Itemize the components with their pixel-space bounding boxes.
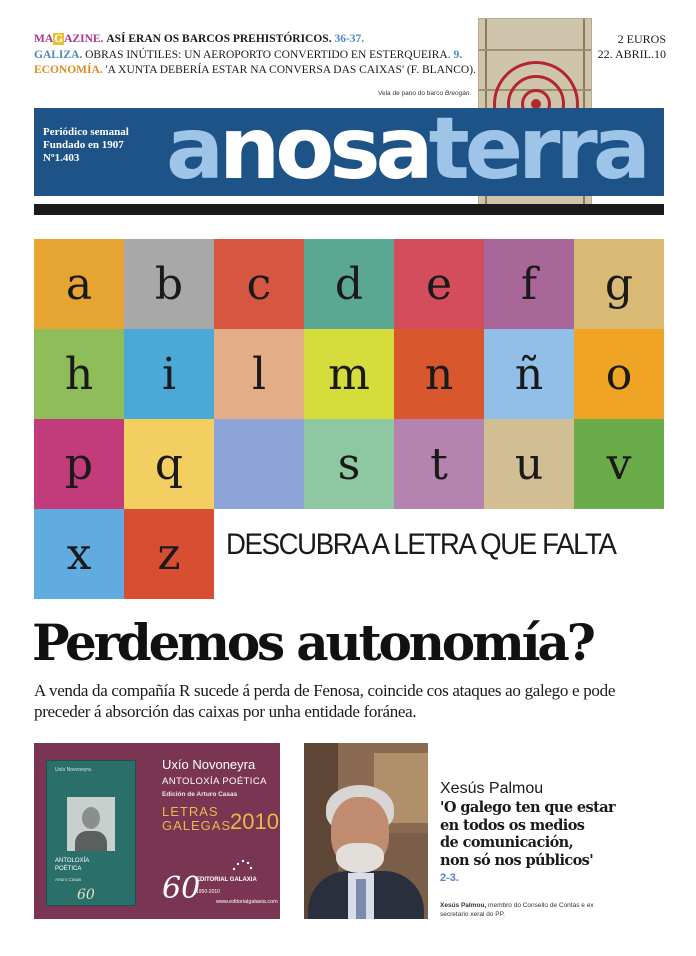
ad-year: 2010 [230,809,279,834]
letter-tile-x: x [34,509,124,599]
publisher-name: EDITORIAL GALAXIA [196,877,257,883]
author-portrait [67,797,115,851]
sail-caption: Vela de pano do barco Breogán. [378,90,472,97]
teaser-list [34,32,474,79]
ad-edition: Edición de Arturo Casas [162,791,238,798]
sail-seam [479,49,591,51]
profile-quote[interactable]: 'O galego ten que estar en todos os medios de comunicación, non só nos públicos' [440,799,616,869]
stars-icon [230,855,254,875]
issue-date: 22. ABRIL.10 [597,47,666,61]
teaser-section-highlight: G [54,33,64,45]
letter-tile-m: m [304,329,394,419]
letter-tile-missing [214,419,304,509]
letter-tile-h: h [34,329,124,419]
teaser-economia[interactable] [34,63,474,79]
teaser-pages: 9. [453,48,463,61]
teaser-magazine[interactable] [34,32,474,48]
letter-tile-v: v [574,419,664,509]
anniversary-logo: 60 [162,871,201,906]
letter-tile-s: s [304,419,394,509]
teaser-section: GALIZA. [34,48,83,61]
masthead-meta: Periódico semanal Fundado en 1907 Nº1.403 [43,126,129,164]
teaser-galiza[interactable] [34,48,474,64]
letter-tile-t: t [394,419,484,509]
masthead-logo[interactable]: anosaterra [166,108,646,196]
photo-caption: Xesús Palmou, membro do Consello de Contas e ex secretario xeral do PP. [440,902,594,918]
book-editor: Arturo Casas [55,877,82,882]
letter-tile-l: l [214,329,304,419]
price: 2 EUROS [617,32,666,46]
headline-lede: A venda da compañía R sucede á perda de Fenosa, coincide cos ataques ao galego e pode preceder á absorción das caixas por unha entidade foránea. [34,681,616,721]
letter-tile-i: i [124,329,214,419]
ad-work-title: ANTOLOXÍA POÉTICA [162,776,267,787]
letter-tile-ñ: ñ [484,329,574,419]
teaser-text: OBRAS INÚTILES: UN AEROPORTO CONVERTIDO EN ESTERQUEIRA. [85,48,451,61]
teaser-pages: 36-37. [334,33,365,45]
letter-tile-g: g [574,239,664,329]
letter-tile-z: z [124,509,214,599]
teaser-section: ECONOMÍA. [34,64,103,76]
publisher-years: 1950-2010 [196,889,220,895]
masthead [34,108,664,196]
masthead-divider [34,204,664,215]
book-author: Uxío Novoneyra [55,767,91,773]
teaser-text: 'A XUNTA DEBERÍA ESTAR NA CONVERSA DAS CAIXAS' (F. BLANCO). [105,64,476,76]
book-cover [46,760,136,906]
letter-tile-b: b [124,239,214,329]
ad-author: Uxío Novoneyra [162,757,256,772]
letter-tile-n: n [394,329,484,419]
main-headline[interactable]: Perdemos autonomía? [32,613,593,672]
price-block [598,32,666,62]
letter-tile-p: p [34,419,124,509]
book-logo: 60 [77,887,95,903]
letter-tile-f: f [484,239,574,329]
ad-letras-galegas: LETRAS GALEGAS [162,804,232,833]
letter-tile-u: u [484,419,574,509]
teaser-section: MA [34,33,54,45]
profile-name: Xesús Palmou [440,780,544,797]
portrait-photo [304,743,428,919]
profile-pages[interactable]: 2-3. [440,872,459,884]
letter-tile-a: a [34,239,124,329]
letter-tile-e: e [394,239,484,329]
book-advertisement[interactable] [34,743,280,919]
letter-tile-c: c [214,239,304,329]
letter-tile-q: q [124,419,214,509]
letter-tile-d: d [304,239,394,329]
teaser-text: ASÍ ERAN OS BARCOS PREHISTÓRICOS. [106,33,332,45]
publisher-url[interactable]: www.editorialgalaxia.com [216,899,278,905]
book-title: ANTOLOXÍA POÉTICA [55,858,90,872]
puzzle-prompt: DESCUBRA A LETRA QUE FALTA [226,528,616,561]
teaser-section: AZINE. [64,33,104,45]
letter-tile-o: o [574,329,664,419]
